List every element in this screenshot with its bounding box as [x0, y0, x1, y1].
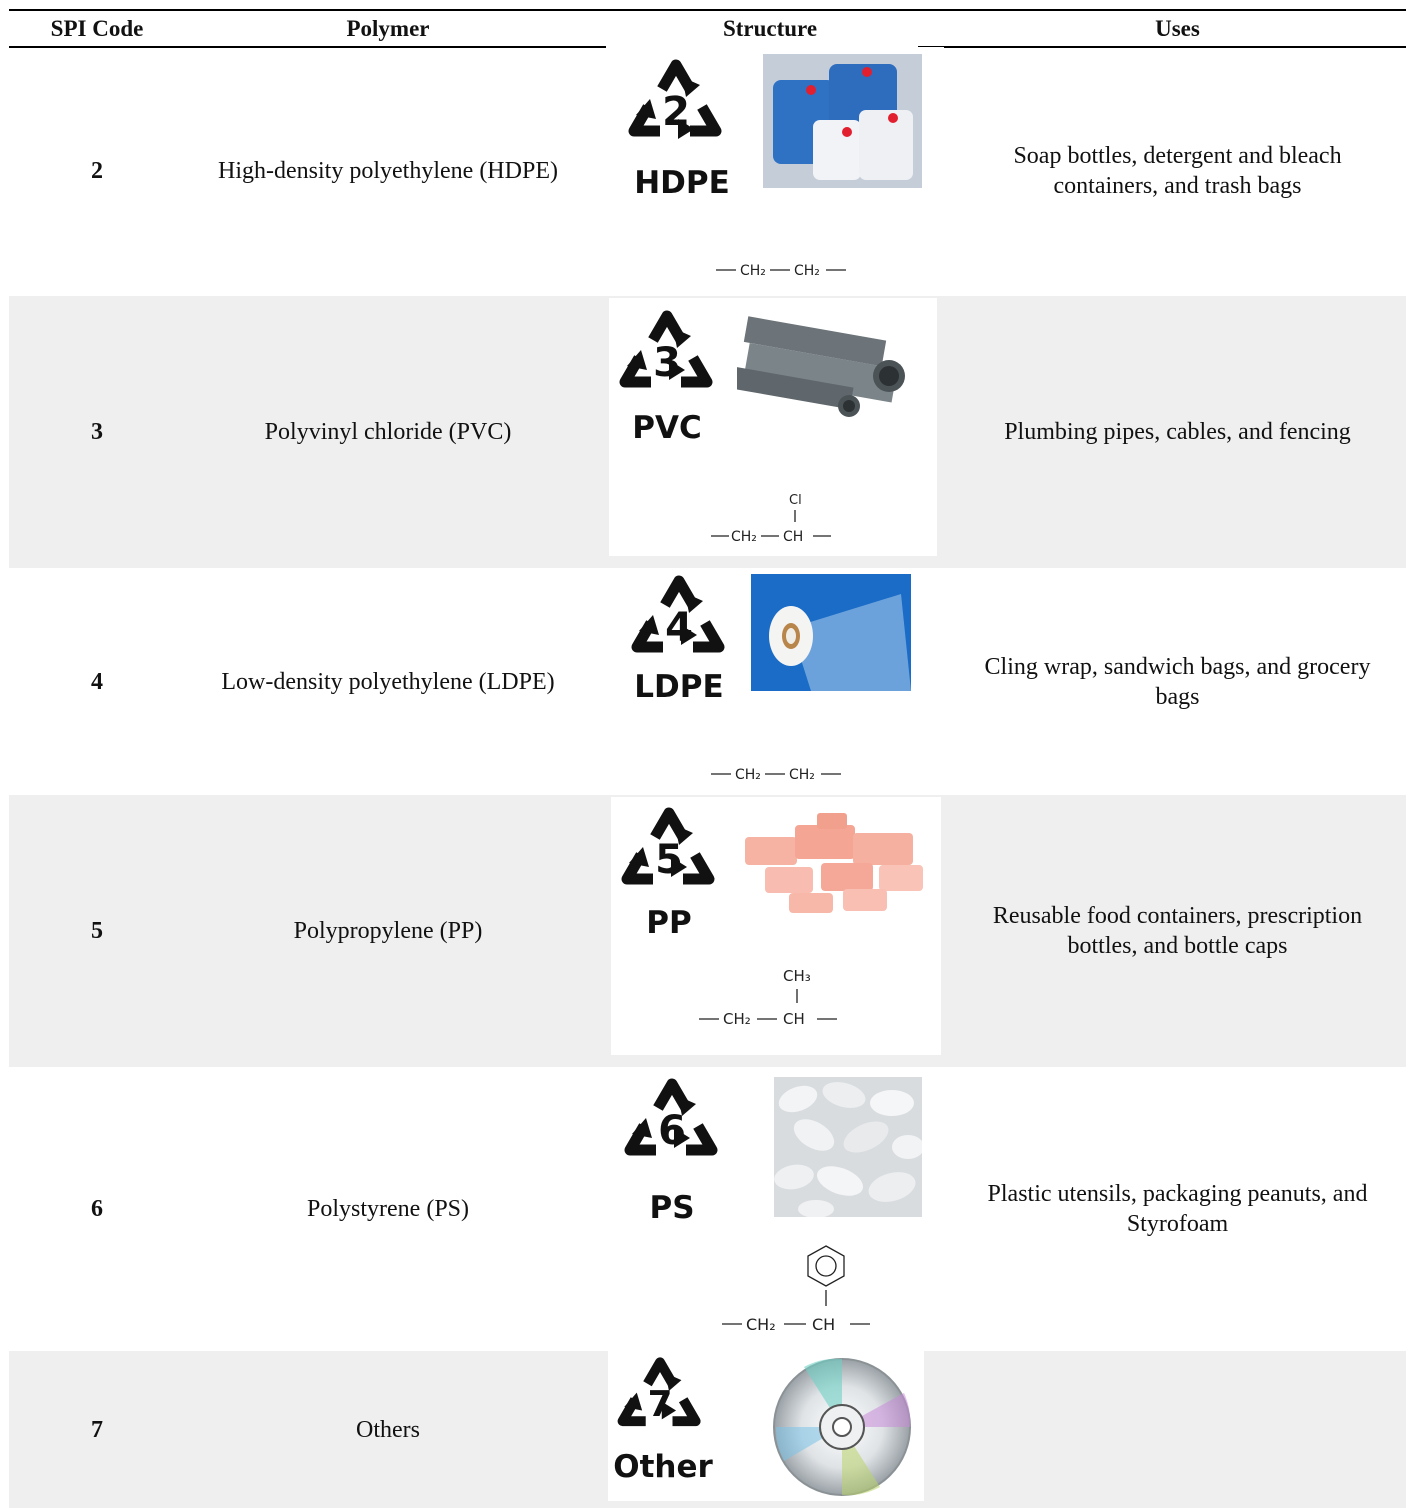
svg-text:CH: CH [783, 1010, 805, 1028]
svg-text:Cl: Cl [789, 493, 802, 508]
uses-cell [949, 1351, 1406, 1508]
svg-text:CH₂: CH₂ [789, 767, 815, 783]
structure-cell [609, 298, 937, 556]
structure-cell [608, 1351, 924, 1501]
resin-abbreviation: Other [613, 1449, 713, 1485]
svg-text:CH₂: CH₂ [746, 1315, 776, 1334]
resin-abbreviation: HDPE [634, 165, 730, 201]
table-header [9, 14, 1406, 46]
svg-text:2: 2 [662, 89, 690, 135]
svg-text:4: 4 [665, 605, 693, 651]
packaging-peanuts-photo [774, 1077, 922, 1217]
polymer-cell: Polystyrene (PS) [307, 1196, 469, 1222]
spi-code-cell: 3 [91, 419, 103, 445]
svg-text:CH: CH [783, 529, 804, 545]
recycle-triangle-icon [620, 55, 732, 155]
header-spi-code: SPI Code [50, 16, 144, 41]
recycle-triangle-icon [611, 306, 723, 406]
repeat-unit-formula [709, 761, 849, 787]
polymer-cell: High-density polyethylene (HDPE) [218, 158, 558, 184]
spi-code-cell: 6 [91, 1196, 103, 1222]
uses-cell: Plumbing pipes, cables, and fencing [1004, 419, 1351, 445]
svg-text:5: 5 [655, 837, 683, 883]
repeat-unit-formula [697, 963, 847, 1033]
spi-code-cell: 2 [91, 158, 103, 184]
resin-abbreviation: LDPE [634, 669, 724, 705]
polymer-cell: Low-density polyethylene (LDPE) [221, 668, 555, 695]
table-row-pvc [9, 296, 1406, 568]
svg-text:CH: CH [812, 1315, 836, 1334]
repeat-unit-formula [718, 1240, 878, 1340]
compact-disc-photo [764, 1353, 924, 1501]
spi-code-cell: 5 [91, 918, 103, 944]
svg-text:CH₂: CH₂ [794, 263, 820, 279]
table-top-rule [9, 9, 1406, 11]
recycle-triangle-icon [613, 803, 725, 903]
svg-text:CH₂: CH₂ [735, 767, 761, 783]
svg-text:CH₂: CH₂ [731, 529, 757, 545]
resin-abbreviation: PP [646, 905, 692, 941]
svg-text:CH₃: CH₃ [783, 967, 811, 985]
header-uses: Uses [1155, 16, 1200, 41]
polymer-cell: Polyvinyl chloride (PVC) [264, 419, 512, 445]
recycle-triangle-icon [616, 1074, 728, 1174]
table-row-pp [9, 795, 1406, 1067]
resin-abbreviation: PVC [632, 410, 702, 446]
recycle-triangle-icon [610, 1353, 710, 1443]
pvc-pipes-photo [737, 312, 909, 418]
uses-cell: Reusable food containers, prescription bottles, and bottle caps [992, 903, 1363, 959]
table-row-ldpe [9, 569, 1406, 794]
uses-cell: Soap bottles, detergent and bleach containers, and trash bags [1013, 143, 1342, 199]
uses-cell: Plastic utensils, packaging peanuts, and Styrofoam [987, 1181, 1368, 1237]
table-row-hdpe [9, 47, 1406, 295]
table-row-ps [9, 1068, 1406, 1350]
uses-cell: Cling wrap, sandwich bags, and grocery bags [984, 653, 1371, 710]
film-roll-photo [751, 574, 911, 691]
jerrycans-photo [763, 54, 922, 188]
header-polymer: Polymer [346, 16, 430, 41]
spi-code-cell: 7 [91, 1416, 103, 1443]
resin-abbreviation: PS [649, 1190, 695, 1226]
recycle-triangle-icon [623, 571, 735, 671]
svg-text:3: 3 [653, 340, 681, 386]
polymer-cell: Others [356, 1416, 420, 1443]
structure-cell [614, 47, 944, 292]
table-row-other [9, 1351, 1406, 1508]
header-structure: Structure [722, 16, 818, 41]
svg-text:6: 6 [658, 1108, 686, 1154]
svg-text:CH₂: CH₂ [740, 263, 766, 279]
structure-cell [621, 569, 921, 789]
structure-cell [614, 1068, 934, 1348]
svg-text:CH₂: CH₂ [723, 1010, 751, 1028]
svg-text:7: 7 [647, 1383, 673, 1425]
repeat-unit-formula [714, 257, 854, 283]
spi-code-cell: 4 [91, 668, 103, 695]
repeat-unit-formula [709, 488, 839, 548]
structure-cell [611, 797, 941, 1055]
polymer-cell: Polypropylene (PP) [293, 918, 483, 944]
food-containers-photo [739, 803, 931, 921]
